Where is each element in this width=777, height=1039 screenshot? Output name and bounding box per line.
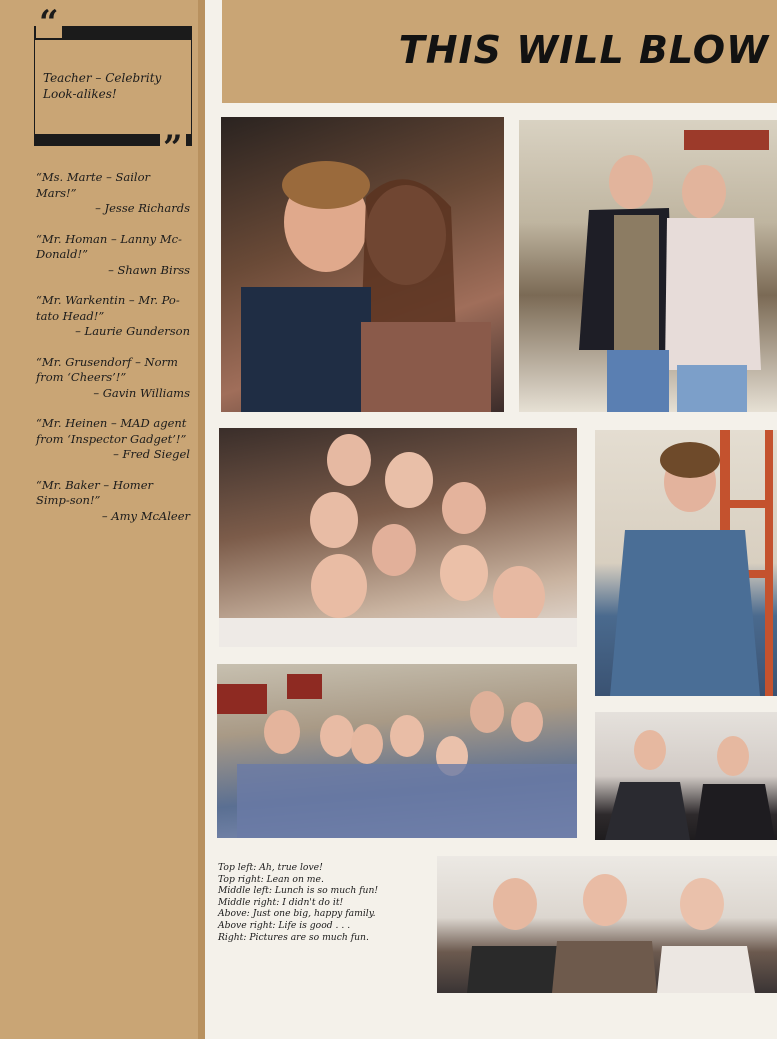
quote-item: [36, 232, 190, 279]
quote-author: – Shawn Birss: [108, 262, 190, 277]
photo-captions: [218, 862, 428, 943]
quote-author: – Jesse Richards: [95, 201, 190, 215]
quote-author: – Laurie Gunderson: [75, 324, 190, 338]
photo-middle-right: [595, 430, 777, 696]
quote-text: “Mr. Grusendorf – Norm from ‘Cheers’!”: [36, 354, 178, 384]
header-band: [222, 0, 777, 103]
open-quote-icon: “: [36, 8, 62, 38]
quote-item: [36, 355, 190, 402]
photo-middle-left: [219, 428, 577, 647]
caption-line: Middle right: I didn't do it!: [218, 896, 344, 908]
caption-line: Top left: Ah, true love!: [218, 862, 323, 873]
quote-text: “Mr. Heinen – MAD agent from ‘Inspector Gadget’!”: [36, 416, 187, 446]
caption-line: Above: Just one big, happy family.: [218, 908, 376, 920]
quote-item: [36, 416, 190, 463]
photo-above-right: [595, 712, 777, 840]
quote-item: [36, 170, 190, 217]
quote-item: [36, 478, 190, 525]
photo-above: [217, 664, 577, 838]
photo-right: [437, 856, 777, 993]
quote-list: [36, 170, 190, 539]
photo-top-right: [519, 120, 777, 412]
quote-text: “Mr. Warkentin – Mr. Po-tato Head!”: [36, 293, 180, 323]
quote-author: – Amy McAleer: [101, 508, 190, 523]
quote-author: – Fred Siegel: [113, 447, 190, 461]
caption-line: Right: Pictures are so much fun.: [218, 931, 369, 943]
quote-text: “Ms. Marte – Sailor Mars!”: [36, 170, 150, 200]
photo-top-left: [221, 117, 504, 412]
sidebar-edge: [198, 0, 205, 1039]
close-quote-icon: ”: [160, 133, 186, 163]
quote-item: [36, 293, 190, 340]
caption-line: Above right: Life is good . . .: [218, 919, 351, 931]
caption-line: Top right: Lean on me.: [218, 873, 324, 885]
caption-line: Middle left: Lunch is so much fun!: [218, 885, 379, 897]
quote-box-title: Teacher – Celebrity Look-alikes!: [43, 71, 162, 101]
quote-text: “Mr. Homan – Lanny Mc-Donald!”: [36, 231, 182, 261]
quote-text: “Mr. Baker – Homer Simp-son!”: [36, 477, 153, 507]
page-title: THIS WILL BLOW: [398, 28, 769, 72]
quote-author: – Gavin Williams: [93, 385, 190, 400]
